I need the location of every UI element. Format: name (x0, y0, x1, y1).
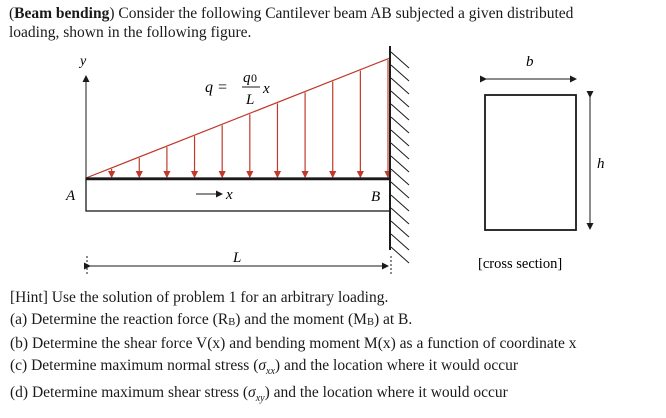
beam-axis-x-label: x (226, 187, 233, 203)
point-a-label: A (66, 188, 76, 204)
question-list (10, 287, 577, 410)
load-formula-l: L (246, 92, 255, 108)
beam-body (86, 178, 390, 211)
load-formula-q: q = (205, 79, 228, 96)
dim-b-label: b (526, 54, 534, 70)
question-b: (b) Determine the shear force V(x) and bending moment M(x) as a function of coordinate x (10, 335, 577, 352)
load-formula-q0: q (243, 70, 251, 86)
question-c: (c) Determine maximum normal stress $(\sigma_{xx})$ and the location where it would occur (10, 356, 519, 377)
intro-line-1: Consider the following Cantilever beam AB subjected a given distributed (118, 5, 574, 22)
cross-section-rect (485, 95, 576, 230)
question-d: (d) Determine maximum shear stress $(\sigma_{xy})$ and the location where it would occur (10, 384, 508, 404)
dim-h-label: h (597, 156, 605, 172)
distributed-load (86, 58, 390, 178)
point-b-label: B (371, 189, 381, 205)
load-formula-q0-sub: 0 (251, 71, 257, 85)
dim-l-label: L (233, 250, 242, 266)
load-formula-x: x (263, 81, 270, 97)
cross-section-caption: [cross section] (478, 256, 563, 272)
load-envelope-line (86, 58, 390, 178)
problem-statement: (Beam bending) Consider the following Cantilever beam AB subjected a given distributed loading, shown in the following figure. (9, 5, 574, 41)
fixed-support-wall (390, 46, 409, 263)
intro-line-2: loading, shown in the following figure. (9, 24, 252, 41)
question-a: (a) Determine the reaction force (RB) and the moment (MB) at B. (10, 310, 413, 328)
hint-line: [Hint] Use the solution of problem 1 for an arbitrary loading. (10, 289, 389, 306)
y-axis-label: y (80, 54, 87, 69)
problem-title: Beam bending (14, 5, 110, 22)
